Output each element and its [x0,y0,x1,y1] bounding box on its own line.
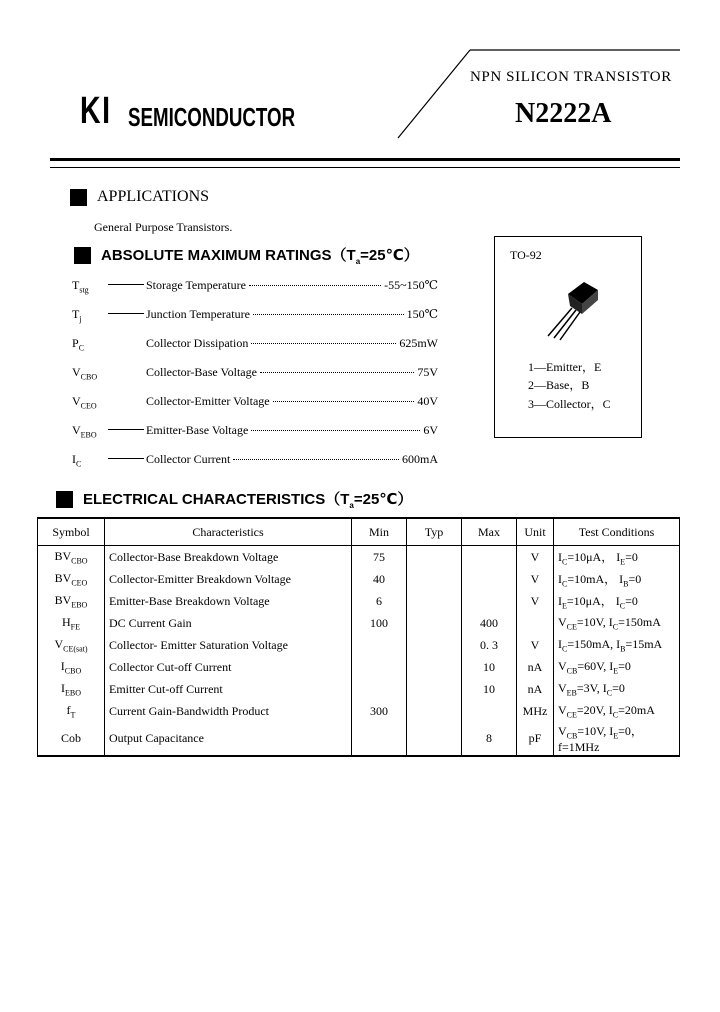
col-min: Min [352,518,407,546]
rating-value: 75V [417,365,438,379]
table-row [38,612,680,634]
applications-title: APPLICATIONS [97,188,210,205]
rating-row [72,336,438,354]
rating-leader [260,372,414,373]
cell-min: 40 [352,568,407,590]
rating-row [72,365,438,383]
cell-min [352,722,407,756]
col-unit: Unit [517,518,554,546]
cell-symbol: $I_{CBO}$ [38,656,105,678]
cell-unit: nA [517,656,554,678]
rating-dash [108,313,144,314]
cell-characteristic: Collector Cut-off Current [105,656,352,678]
rating-symbol: $T_{stg}$ [72,278,89,295]
rating-row [72,452,438,470]
rating-description: Collector Current [146,452,231,466]
cell-max: 8 [462,722,517,756]
cell-symbol: $BV_{EBO}$ [38,590,105,612]
cell-max: 0. 3 [462,634,517,656]
rating-dash [108,284,144,285]
rating-description: Storage Temperature [146,278,246,292]
rating-symbol: $V_{EBO}$ [72,423,97,440]
table-row [38,700,680,722]
cell-typ [407,568,462,590]
cell-unit: V [517,568,554,590]
cell-symbol: $V_{CE(sat)}$ [38,634,105,656]
cell-characteristic: Emitter Cut-off Current [105,678,352,700]
cell-test-conditions: $V_{CB}=60V$, $I_E=0$ [554,656,680,678]
cell-test-conditions: $V_{CE}=10V$, $I_C=150mA$ [554,612,680,634]
cell-characteristic: DC Current Gain [105,612,352,634]
col-characteristics: Characteristics [105,518,352,546]
rating-symbol: $T_j$ [72,307,82,324]
header-rule-thick [50,158,680,161]
rating-value: 625mW [399,336,438,350]
rating-leader [273,401,415,402]
cell-min [352,634,407,656]
cell-test-conditions: $I_C=10mA$， $I_B=0$ [554,568,680,590]
cell-typ [407,722,462,756]
rating-symbol: $V_{CBO}$ [72,365,98,382]
rating-description: Junction Temperature [146,307,250,321]
cell-unit: V [517,546,554,569]
cell-typ [407,612,462,634]
table-row [38,634,680,656]
cell-typ [407,700,462,722]
rating-row [72,394,438,412]
rating-value: 600mA [402,452,438,466]
cell-test-conditions: $I_C=10\mu A$， $I_E=0$ [554,546,680,569]
cell-max [462,700,517,722]
rating-value: -55~150℃ [384,278,438,292]
part-number: N2222A [515,98,612,129]
cell-min [352,656,407,678]
pin-2-label: 2—Base，B [528,378,590,392]
cell-typ [407,656,462,678]
rating-symbol: $V_{CEO}$ [72,394,97,411]
bullet-square-icon [56,491,73,508]
cell-characteristic: Collector- Emitter Saturation Voltage [105,634,352,656]
bullet-square-icon [74,247,91,264]
header-rule-thin [50,167,680,168]
rating-value: 6V [423,423,438,437]
cell-symbol: $BV_{CEO}$ [38,568,105,590]
rating-leader [233,459,399,460]
cell-min: 100 [352,612,407,634]
cell-min: 75 [352,546,407,569]
cell-characteristic: Collector-Base Breakdown Voltage [105,546,352,569]
cell-symbol: $BV_{CBO}$ [38,546,105,569]
cell-unit: V [517,590,554,612]
cell-characteristic: Output Capacitance [105,722,352,756]
abs-max-heading [74,244,419,266]
cell-max: 10 [462,656,517,678]
cell-typ [407,590,462,612]
elec-heading [56,488,412,510]
cell-unit: nA [517,678,554,700]
rating-description: Collector-Base Voltage [146,365,257,379]
cell-min: 300 [352,700,407,722]
col-symbol: Symbol [38,518,105,546]
rating-dash [108,458,144,459]
package-name: TO-92 [510,248,542,262]
table-row [38,546,680,569]
table-row [38,568,680,590]
rating-row [72,423,438,441]
cell-test-conditions: $I_C=150mA$, $I_B=15mA$ [554,634,680,656]
col-typ: Typ [407,518,462,546]
abs-max-title: ABSOLUTE MAXIMUM $RATINGS(T_a=25℃)$ [101,247,419,266]
brand-logo: KI [80,90,112,132]
brand-name: SEMICONDUCTOR [128,102,296,132]
rating-leader [251,430,420,431]
cell-test-conditions: $V_{CE}=20V$, $I_C=20mA$ [554,700,680,722]
to92-transistor-icon [540,276,610,342]
rating-description: Emitter-Base Voltage [146,423,249,437]
pin-3-label: 3—Collector，C [528,397,611,411]
table-header-row [38,518,680,546]
rating-leader [249,285,381,286]
elec-title: ELECTRICAL $CHARACTERISTICS(T_a=25℃)$ [83,491,413,510]
cell-max: 10 [462,678,517,700]
table-row [38,590,680,612]
rating-value: 40V [417,394,438,408]
cell-unit: pF [517,722,554,756]
cell-unit: MHz [517,700,554,722]
rating-description: Collector-Emitter Voltage [146,394,270,408]
cell-test-conditions: $V_{EB}=3V$, $I_C=0$ [554,678,680,700]
cell-test-conditions: $V_{CB}=10V$, $I_E=0$， f=1MHz [554,722,680,756]
cell-unit [517,612,554,634]
cell-symbol: $f_T$ [38,700,105,722]
cell-test-conditions: $I_E=10\mu A$， $I_C=0$ [554,590,680,612]
elec-table [37,517,680,757]
rating-symbol: $I_C$ [72,452,82,469]
cell-min: 6 [352,590,407,612]
col-test-conditions: Test Conditions [554,518,680,546]
cell-typ [407,546,462,569]
cell-typ [407,678,462,700]
cell-max [462,590,517,612]
rating-description: Collector Dissipation [146,336,249,350]
col-max: Max [462,518,517,546]
table-row [38,722,680,756]
cell-symbol: $H_{FE}$ [38,612,105,634]
table-row [38,656,680,678]
cell-max: 400 [462,612,517,634]
applications-heading [70,188,209,206]
cell-symbol: $I_{EBO}$ [38,678,105,700]
cell-typ [407,634,462,656]
rating-symbol: $P_C$ [72,336,85,353]
bullet-square-icon [70,189,87,206]
cell-characteristic: Emitter-Base Breakdown Voltage [105,590,352,612]
rating-row [72,307,438,325]
cell-min [352,678,407,700]
cell-unit: V [517,634,554,656]
rating-row [72,278,438,296]
rating-dash [108,429,144,430]
rating-leader [251,343,396,344]
cell-max [462,568,517,590]
cell-characteristic: Current Gain-Bandwidth Product [105,700,352,722]
applications-text: General Purpose Transistors. [94,220,233,234]
cell-max [462,546,517,569]
table-row [38,678,680,700]
cell-characteristic: Collector-Emitter Breakdown Voltage [105,568,352,590]
pin-1-label: 1—Emitter，E [528,360,602,374]
product-type: NPN SILICON TRANSISTOR [470,69,672,85]
rating-leader [253,314,404,315]
rating-value: 150℃ [406,307,438,321]
cell-symbol: Cob [38,722,105,756]
